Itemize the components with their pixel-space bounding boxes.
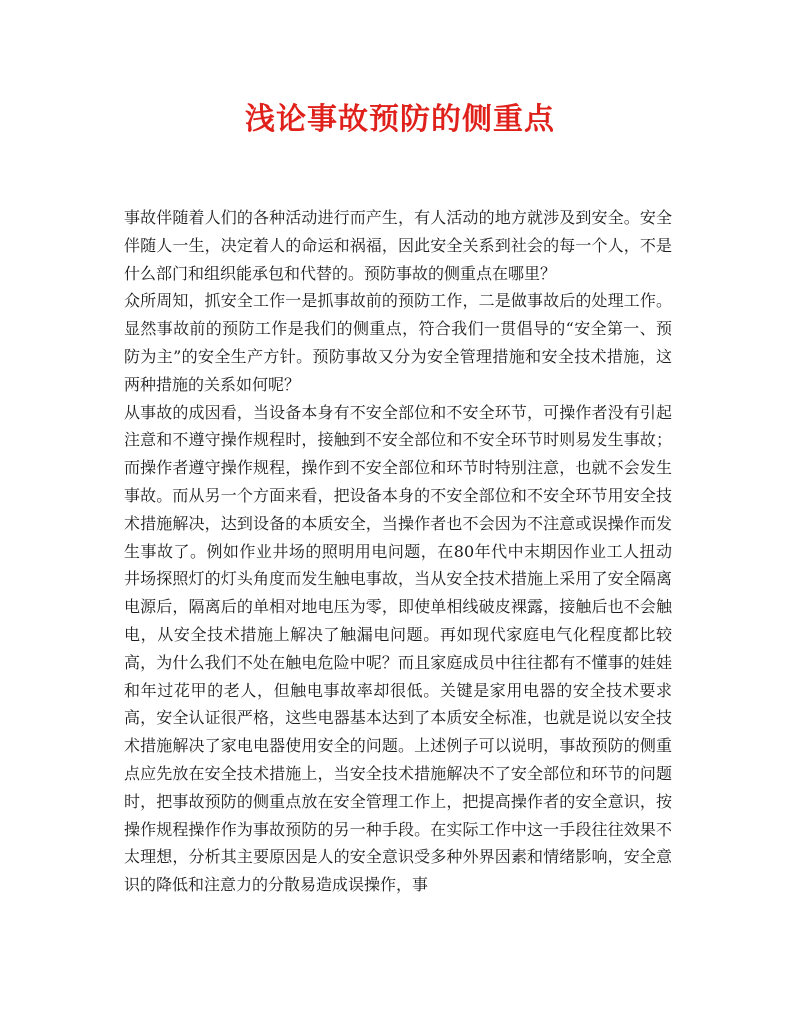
document-body [124,204,672,899]
paragraph-3: 从事故的成因看，当设备本身有不安全部位和不安全环节，可操作者没有引起注意和不遵守操作规程时，接触到不安全部位和不安全环节时则易发生事故；而操作者遵守操作规程，操作到不安全部位和环节时特别注意，也就不会发生事故。而从另一个方面来看，把设备本身的不安全部位和不安全环节用安全技术措施解决，达到设备的本质安全，当操作者也不会因为不注意或误操作而发生事故了。例如作业井场的照明用电问题，在80年代中末期因作业工人扭动井场探照灯的灯头角度而发生触电事故，当从安全技术措施上采用了安全隔离电源后，隔离后的单相对地电压为零，即使单相线破皮裸露，接触后也不会触电，从安全技术措施上解决了触漏电问题。再如现代家庭电气化程度都比较高，为什么我们不处在触电危险中呢？而且家庭成员中往往都有不懂事的娃娃和年过花甲的老人，但触电事故率却很低。关键是家用电器的安全技术要求高，安全认证很严格，这些电器基本达到了本质安全标准，也就是说以安全技术措施解决了家电电器使用安全的问题。上述例子可以说明，事故预防的侧重点应先放在安全技术措施上，当安全技术措施解决不了安全部位和环节的问题时，把事故预防的侧重点放在安全管理工作上，把提高操作者的安全意识，按操作规程操作作为事故预防的另一种手段。在实际工作中这一手段往往效果不太理想，分析其主要原因是人的安全意识受多种外界因素和情绪影响，安全意识的降低和注意力的分散易造成误操作，事 [124,402,672,895]
paragraph-2: 众所周知，抓安全工作一是抓事故前的预防工作，二是做事故后的处理工作。显然事故前的预防工作是我们的侧重点，符合我们一贯倡导的“安全第一、预防为主”的安全生产方针。预防事故又分为安全管理措施和安全技术措施，这两种措施的关系如何呢？ [124,291,672,394]
paragraph-1: 事故伴随着人们的各种活动进行而产生，有人活动的地方就涉及到安全。安全伴随人一生，决定着人的命运和祸福，因此安全关系到社会的每一个人，不是什么部门和组织能承包和代替的。预防事故的侧重点在哪里？ [124,208,672,283]
document-title: 浅论事故预防的侧重点 [245,102,555,137]
